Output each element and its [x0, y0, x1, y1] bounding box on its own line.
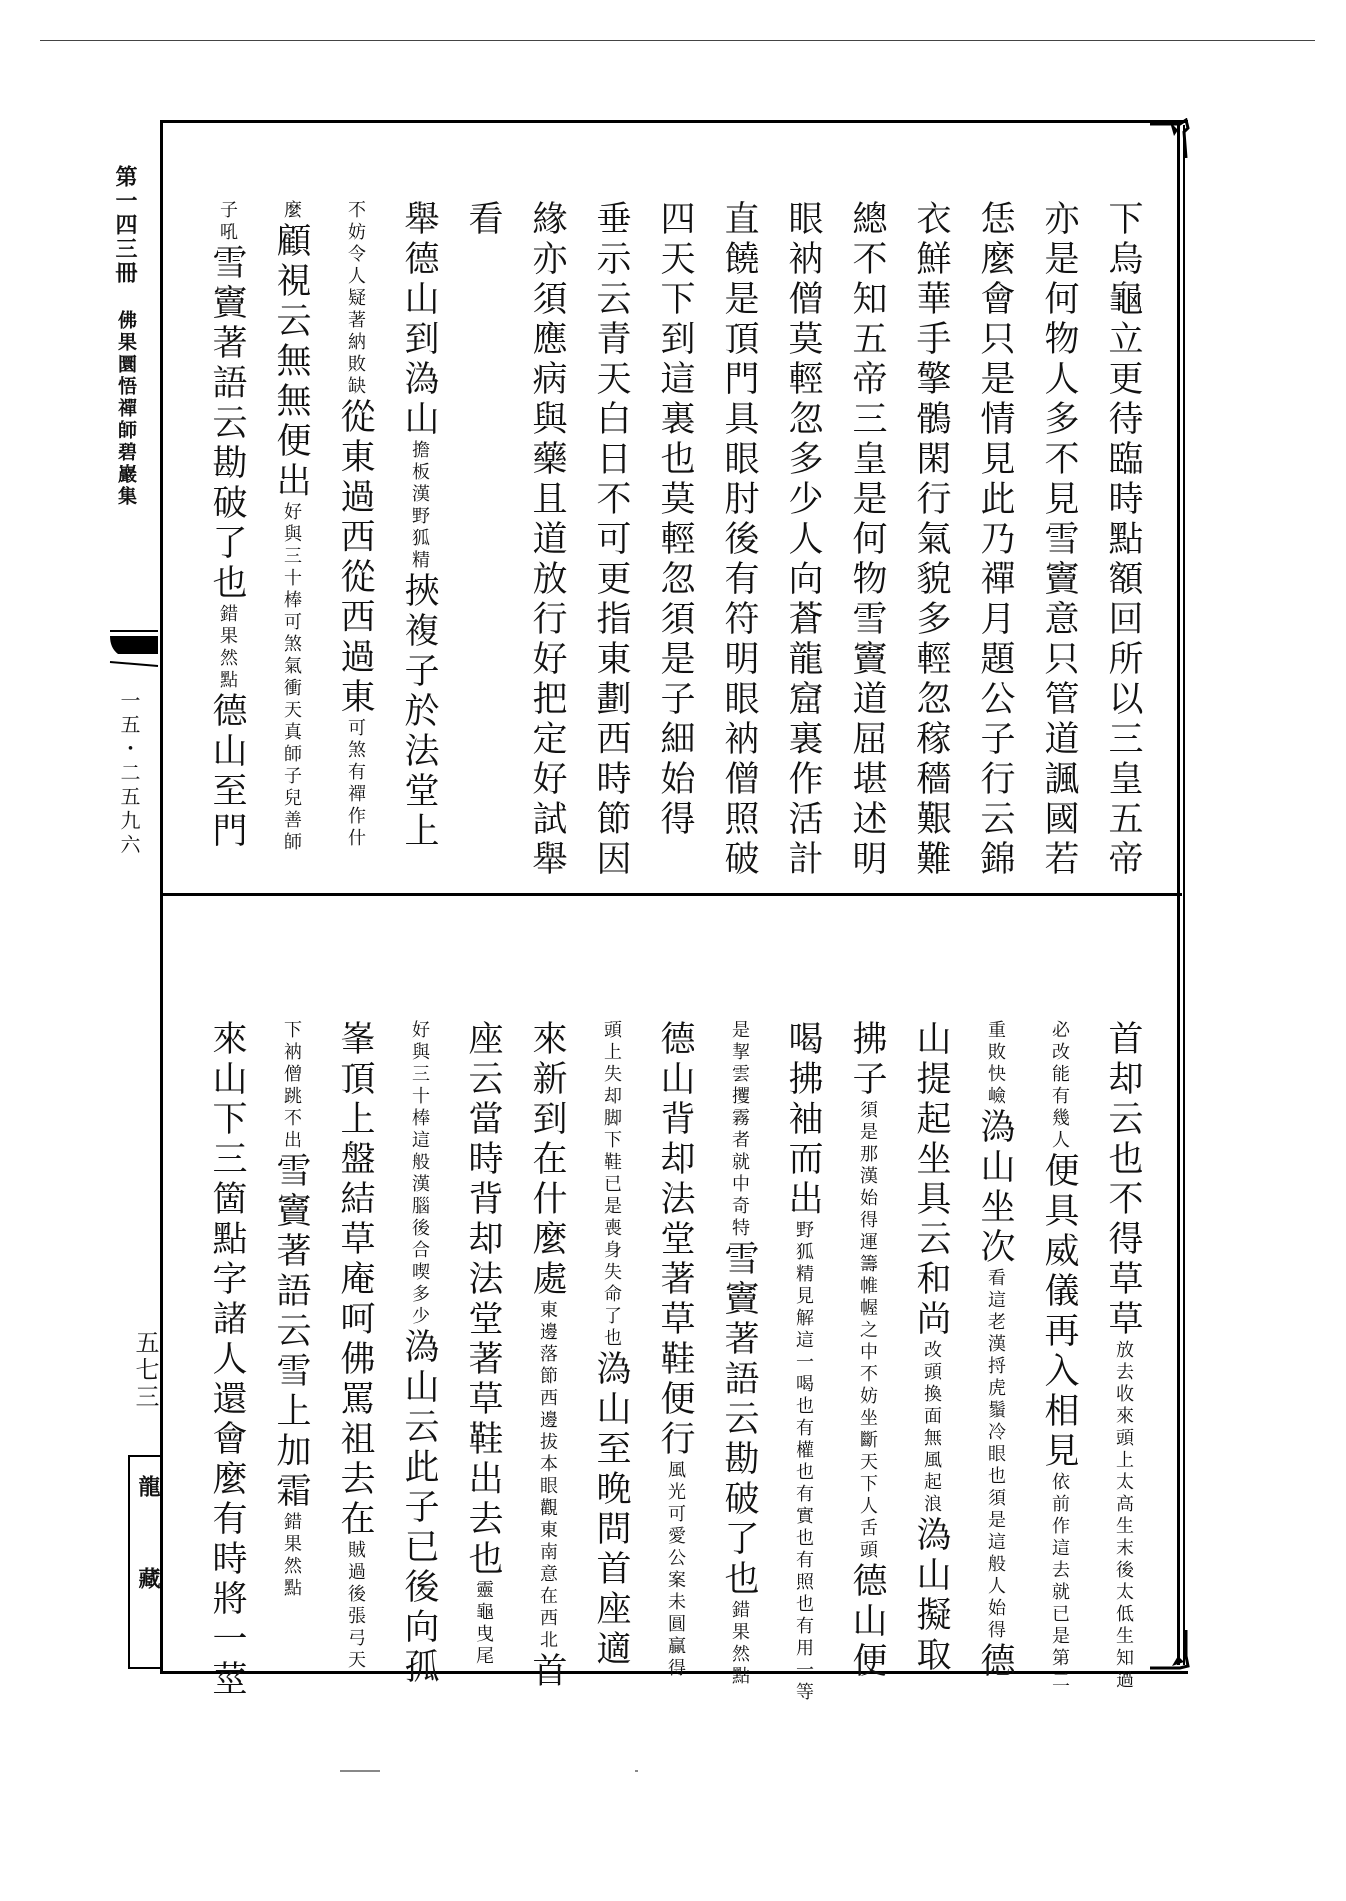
top-rule [40, 40, 1315, 41]
text-column: 好與三十棒這般漢腦後合喫多少溈山云此子已後向孤 [399, 1020, 439, 1688]
text-column: 四天下到這裏也莫輕忽須是子細始得 [655, 200, 695, 840]
lower-text-panel [170, 1020, 1155, 1704]
annotation: 看這老漢捋虎鬚冷眼也須是這般人始得 [985, 1268, 1006, 1642]
text-column: 子吼雪竇著語云勘破了也錯果然點德山至門 [207, 200, 247, 852]
scan-artifact [635, 1770, 638, 1772]
scan-artifact [340, 1770, 380, 1772]
annotation: 必改能有幾人 [1049, 1020, 1070, 1152]
text-column: 衣鮮華手擎鶻閑行氣貌多輕忽稼穡艱難 [911, 200, 951, 880]
text-column: 下烏龜立更待臨時點額回所以三皇五帝 [1103, 200, 1143, 880]
annotation: 錯果然點 [217, 604, 238, 692]
page-number: 五七三 [131, 1330, 159, 1411]
annotation: 放去收來頭上太高生末後太低生知過 [1113, 1340, 1134, 1692]
annotation: 野狐精見解這一喝也有權也有實也有照也有用一等 [793, 1220, 814, 1704]
corner-ornament-icon [1150, 118, 1190, 158]
annotation: 重敗快嶮 [985, 1020, 1006, 1108]
annotation: 麼 [281, 200, 302, 222]
text-column: 緣亦須應病與藥且道放行好把定好試舉 [527, 200, 567, 880]
text-column: 座云當時背却法堂著草鞋出去也靈龜曳尾 [463, 1020, 503, 1668]
text-column: 頭上失却脚下鞋已是喪身失命了也溈山至晚問首座適 [591, 1020, 631, 1670]
text-column: 喝拂袖而出野狐精見解這一喝也有權也有實也有照也有用一等 [783, 1020, 823, 1704]
annotation: 靈龜曳尾 [473, 1580, 494, 1668]
annotation: 頭上失却脚下鞋已是喪身失命了也 [601, 1020, 622, 1350]
text-column: 首却云也不得草草放去收來頭上太高生末後太低生知過 [1103, 1020, 1143, 1692]
annotation: 錯果然點 [281, 1512, 302, 1600]
book-title: 佛果圜悟禪師碧巖集 [115, 310, 137, 508]
volume-label: 第一四三冊 [112, 165, 138, 285]
annotation: 可煞有禪作什 [345, 718, 366, 850]
text-column: 山提起坐具云和尚改頭換面無風起浪溈山擬取 [911, 1020, 951, 1676]
annotation: 好與三十棒可煞氣衝天真師子兒善師 [281, 502, 302, 854]
text-column: 來新到在什麼處東邊落節西邊拔本眼觀東南意在西北首 [527, 1020, 567, 1692]
annotation: 錯果然點 [729, 1600, 750, 1688]
text-column: 德山背却法堂著草鞋便行風光可愛公案未圓贏得 [655, 1020, 695, 1680]
text-column: 亦是何物人多不見雪竇意只管道諷國若 [1039, 200, 1079, 880]
annotation: 是挈雲攫霧者就中奇特 [729, 1020, 750, 1240]
annotation: 風光可愛公案未圓贏得 [665, 1460, 686, 1680]
annotation: 子吼 [217, 200, 238, 244]
text-column: 看 [463, 200, 503, 240]
text-column: 垂示云青天白日不可更指東劃西時節因 [591, 200, 631, 880]
annotation: 依前作這去就已是第二 [1049, 1472, 1070, 1692]
annotation: 下衲僧跳不出 [281, 1020, 302, 1152]
collection-label: 龍藏 [135, 1475, 161, 1659]
annotation: 擔板漢野狐精 [409, 440, 430, 572]
corner-ornament-icon [1150, 1630, 1190, 1670]
annotation: 好與三十棒這般漢腦後合喫多少 [409, 1020, 430, 1328]
annotation: 不妨令人疑著納敗缺 [345, 200, 366, 398]
text-column: 麼顧視云無無便出好與三十棒可煞氣衝天真師子兒善師 [271, 200, 311, 854]
text-column: 來山下三箇點字諸人還會麼有時將一莖 [207, 1020, 247, 1700]
annotation: 東邊落節西邊拔本眼觀東南意在西北 [537, 1300, 558, 1652]
sheet-number: 一五・二五九六 [117, 690, 141, 858]
text-column: 必改能有幾人便具威儀再入相見依前作這去就已是第二 [1039, 1020, 1079, 1692]
annotation: 須是那漢始得運籌帷幄之中不妨坐斷天下人舌頭 [857, 1100, 878, 1562]
text-column: 舉德山到溈山擔板漢野狐精挾複子於法堂上 [399, 200, 439, 852]
text-column: 峯頂上盤結草庵呵佛罵祖去在賊過後張弓天 [335, 1020, 375, 1672]
text-column: 直饒是頂門具眼肘後有符明眼衲僧照破 [719, 200, 759, 880]
text-column: 下衲僧跳不出雪竇著語云雪上加霜錯果然點 [271, 1020, 311, 1600]
text-column: 總不知五帝三皇是何物雪竇道屈堪述明 [847, 200, 887, 880]
text-column: 恁麼會只是情見此乃禪月題公子行云錦 [975, 200, 1015, 880]
annotation: 改頭換面無風起浪 [921, 1340, 942, 1516]
upper-text-panel [170, 200, 1155, 880]
text-column: 是挈雲攫霧者就中奇特雪竇著語云勘破了也錯果然點 [719, 1020, 759, 1688]
text-column: 眼衲僧莫輕忽多少人向蒼龍窟裏作活計 [783, 200, 823, 880]
text-column: 不妨令人疑著納敗缺從東過西從西過東可煞有禪作什 [335, 200, 375, 850]
text-column: 拂子須是那漢始得運籌帷幄之中不妨坐斷天下人舌頭德山便 [847, 1020, 887, 1682]
annotation: 賊過後張弓天 [345, 1540, 366, 1672]
text-column: 重敗快嶮溈山坐次看這老漢捋虎鬚冷眼也須是這般人始得德 [975, 1020, 1015, 1682]
fishtail-mark [108, 628, 160, 668]
panel-divider [160, 893, 1182, 896]
